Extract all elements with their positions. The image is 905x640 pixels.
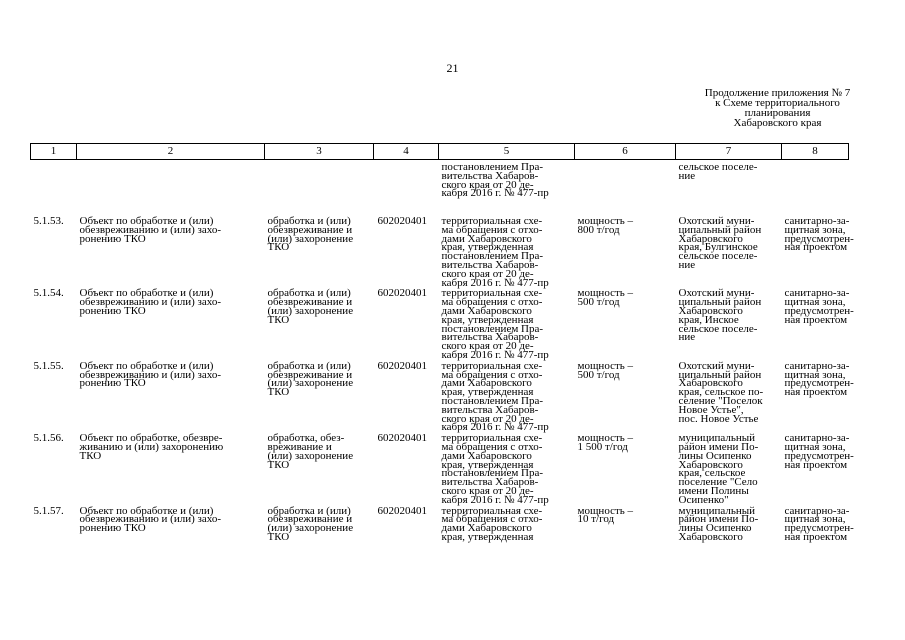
number-cell: 5.1.54. <box>33 287 64 300</box>
column-header: 1 <box>31 144 77 160</box>
cell-line: щитная зона, <box>784 368 846 381</box>
cell-line: края, утвержденная <box>441 386 534 399</box>
cell-line: Объект по обработке, обезвре- <box>79 432 223 445</box>
cell-line: обработка и (или) <box>267 215 351 227</box>
number-cell: 5.1.53. <box>33 215 64 227</box>
cell-line: постановлением Пра- <box>441 394 544 407</box>
cell-line: постановлением Пра- <box>441 161 544 173</box>
cell-line: лины Осипенко <box>678 449 752 462</box>
cell-line: обработка и (или) <box>267 359 351 372</box>
column-header: 3 <box>265 144 374 160</box>
cell-line: постановлением Пра- <box>441 250 544 263</box>
location-cell <box>676 287 782 359</box>
cell-line: кабря 2016 г. № 477-пр <box>441 276 549 289</box>
cell-line: ние <box>678 331 696 344</box>
cell-line: мощность – <box>577 287 634 300</box>
number-cell: 5.1.56. <box>33 432 64 445</box>
cell-line: 500 т/год <box>577 368 620 381</box>
cell-line: вительства Хабаров- <box>441 169 539 182</box>
cell-line: кабря 2016 г. № 477-пр <box>441 187 549 200</box>
cell-line: ронению ТКО <box>79 522 146 535</box>
cell-line: ТКО <box>267 386 290 399</box>
cell-line: Объект по обработке и (или) <box>79 504 214 517</box>
table-row <box>31 505 849 542</box>
cell-line: ронению ТКО <box>79 232 146 245</box>
cell-line: 10 т/год <box>577 513 615 526</box>
cell-line: вительства Хабаров- <box>441 331 539 344</box>
cell-line: ние <box>678 169 696 182</box>
cell-line: обезвреживание и <box>267 368 353 381</box>
column-header: 6 <box>575 144 676 160</box>
cell-line: кабря 2016 г. № 477-пр <box>441 421 549 434</box>
cell-line: Объект по обработке и (или) <box>79 287 214 300</box>
page-number: 21 <box>446 61 459 75</box>
number-cell: 5.1.55. <box>33 359 64 372</box>
location-cell <box>676 432 782 504</box>
cell-line: ского края от 20 де- <box>441 267 534 280</box>
cell-line: Хабаровского <box>678 377 743 390</box>
cell-line: дами Хабаровского <box>441 449 532 462</box>
cell-line: санитарно-за- <box>784 287 850 300</box>
cell-line: ная проектом <box>784 458 848 471</box>
cell-line: санитарно-за- <box>784 432 850 445</box>
cell-line: Охотский муни- <box>678 359 755 372</box>
cell-line: ципальный район <box>678 368 762 381</box>
cell-line: края, утвержденная <box>441 241 534 254</box>
cell-line: ма обращения с отхо- <box>441 440 543 453</box>
cell-line: поселение "Село <box>678 476 758 489</box>
cell-line: кабря 2016 г. № 477-пр <box>441 493 549 506</box>
cell-line: обработка и (или) <box>267 287 351 300</box>
cell-line: ронению ТКО <box>79 377 146 390</box>
document-cell <box>439 505 575 542</box>
cell-line: Новое Устье", <box>678 403 744 416</box>
cell-line: ского края от 20 де- <box>441 412 534 425</box>
capacity-cell <box>575 360 676 432</box>
name-cell <box>77 360 265 432</box>
table-row <box>31 432 849 504</box>
cell-line: сельское поселе- <box>678 161 758 173</box>
cell-line: предусмотрен- <box>784 449 854 462</box>
cell-line: постановлением Пра- <box>441 322 544 335</box>
cell-line: (или) захоронение <box>267 304 354 317</box>
cell-line: края, утвержденная <box>441 313 534 326</box>
cell-line: вреживание и <box>267 440 332 453</box>
cell-line: дами Хабаровского <box>441 304 532 317</box>
cell-line: предусмотрен- <box>784 377 854 390</box>
cell-line: сельское поселе- <box>678 322 758 335</box>
cell-line: ма обращения с отхо- <box>441 296 543 309</box>
capacity-cell <box>575 432 676 504</box>
cell-line: Хабаровского <box>678 304 743 317</box>
capacity-cell <box>575 505 676 542</box>
activity-cell <box>265 287 374 359</box>
cell-line: санитарно-за- <box>784 359 850 372</box>
cell-line: щитная зона, <box>784 513 846 526</box>
cell-line: Хабаровского <box>678 232 743 245</box>
cell-line: Осипенко" <box>678 493 729 506</box>
column-header: 7 <box>676 144 782 160</box>
objects-table <box>30 143 854 543</box>
zone-cell <box>782 432 854 504</box>
cell-line: Охотский муни- <box>678 287 755 300</box>
cell-line: территориальная схе- <box>441 432 543 445</box>
name-cell <box>77 287 265 359</box>
cell-line: ТКО <box>79 449 102 462</box>
cell-line: ского края от 20 де- <box>441 340 534 353</box>
cell-line: дами Хабаровского <box>441 377 532 390</box>
location-cell <box>676 360 782 432</box>
cell-line: предусмотрен- <box>784 304 854 317</box>
name-cell <box>77 215 265 287</box>
cell-line: вительства Хабаров- <box>441 476 539 489</box>
appendix-note-line: к Схеме территориального <box>715 97 840 109</box>
document-cell <box>439 287 575 359</box>
document-cell <box>439 432 575 504</box>
cell-line: Хабаровского <box>678 458 743 471</box>
cell-line: территориальная схе- <box>441 504 543 517</box>
cell-line: ние <box>678 258 696 271</box>
table-row-continued <box>31 160 849 216</box>
cell-line: края, Булгинское <box>678 241 758 254</box>
column-header: 5 <box>439 144 575 160</box>
location-cell <box>676 505 782 542</box>
cell-line: щитная зона, <box>784 223 846 236</box>
cell-line: (или) захоронение <box>267 522 354 535</box>
cell-line: ная проектом <box>784 313 848 326</box>
cell-line: живанию и (или) захоронению <box>79 440 224 453</box>
appendix-note <box>680 88 875 128</box>
cell-line: края, сельское по- <box>678 386 764 399</box>
cell-line: ципальный район <box>678 296 762 309</box>
column-header: 8 <box>782 144 849 160</box>
cell-line: края, утвержденная <box>441 458 534 471</box>
cell-line: Охотский муни- <box>678 215 755 227</box>
cell-line: обработка, обез- <box>267 432 345 445</box>
cell-line: ТКО <box>267 241 290 254</box>
cell-line: имени Полины <box>678 484 749 497</box>
cell-line: постановлением Пра- <box>441 467 544 480</box>
cell-line: вительства Хабаров- <box>441 403 539 416</box>
cell-line: территориальная схе- <box>441 215 543 227</box>
cell-line: муниципальный <box>678 432 756 445</box>
code-cell: 602020401 <box>377 215 427 227</box>
cell-line: обезвреживанию и (или) захо- <box>79 368 221 381</box>
cell-line: ТКО <box>267 530 290 543</box>
cell-line: ского края от 20 де- <box>441 178 534 191</box>
cell-line: (или) захоронение <box>267 449 354 462</box>
cell-line: предусмотрен- <box>784 232 854 245</box>
cell-line: края, Инское <box>678 313 739 326</box>
cell-line: ципальный район <box>678 223 762 236</box>
cell-line: мощность – <box>577 359 634 372</box>
cell-line: сельское поселе- <box>678 250 758 263</box>
cell-line: мощность – <box>577 432 634 445</box>
cell-line: предусмотрен- <box>784 522 854 535</box>
zone-cell <box>782 504 854 543</box>
cell-line: обезвреживание и <box>267 223 353 236</box>
code-cell: 602020401 <box>377 504 427 517</box>
document-cell <box>439 160 575 216</box>
column-header: 2 <box>77 144 265 160</box>
cell-line: ТКО <box>267 313 290 326</box>
cell-line: ского края от 20 де- <box>441 484 534 497</box>
code-cell: 602020401 <box>377 287 427 300</box>
cell-line: дами Хабаровского <box>441 232 532 245</box>
cell-line: края, утвержденная <box>441 530 534 543</box>
cell-line: дами Хабаровского <box>441 522 532 535</box>
cell-line: щитная зона, <box>784 296 846 309</box>
activity-cell <box>265 505 374 542</box>
cell-line: обезвреживанию и (или) захо- <box>79 513 221 526</box>
capacity-cell <box>575 215 676 287</box>
cell-line: территориальная схе- <box>441 359 543 372</box>
cell-line: ронению ТКО <box>79 304 146 317</box>
cell-line: обработка и (или) <box>267 504 351 517</box>
cell-line: 500 т/год <box>577 296 620 309</box>
document-cell <box>439 215 575 287</box>
cell-line: 800 т/год <box>577 223 620 236</box>
cell-line: обезвреживанию и (или) захо- <box>79 223 221 236</box>
code-cell: 602020401 <box>377 432 427 445</box>
activity-cell <box>265 432 374 504</box>
zone-cell <box>782 215 854 287</box>
cell-line: санитарно-за- <box>784 215 850 227</box>
name-cell <box>77 432 265 504</box>
cell-line: мощность – <box>577 215 634 227</box>
cell-line: обезвреживанию и (или) захо- <box>79 296 221 309</box>
table-header-row <box>31 144 849 160</box>
location-cell <box>676 215 782 287</box>
document-cell <box>439 360 575 432</box>
cell-line: ма обращения с отхо- <box>441 223 543 236</box>
appendix-note-line: Хабаровского края <box>733 117 822 129</box>
zone-cell <box>782 287 854 359</box>
table-row <box>31 287 849 359</box>
name-cell <box>77 505 265 542</box>
cell-line: Объект по обработке и (или) <box>79 359 214 372</box>
code-cell: 602020401 <box>377 359 427 372</box>
cell-line: ная проектом <box>784 386 848 399</box>
table-row <box>31 215 849 287</box>
cell-line: (или) захоронение <box>267 232 354 245</box>
capacity-cell <box>575 287 676 359</box>
cell-line: селение "Поселок <box>678 394 763 407</box>
cell-line: санитарно-за- <box>784 504 850 517</box>
cell-line: район имени По- <box>678 513 759 526</box>
cell-line: 1 500 т/год <box>577 440 628 453</box>
cell-line: (или) захоронение <box>267 377 354 390</box>
cell-line: вительства Хабаров- <box>441 258 539 271</box>
cell-line: территориальная схе- <box>441 287 543 300</box>
appendix-note-line: планирования <box>744 107 811 119</box>
cell-line: ная проектом <box>784 530 848 543</box>
cell-line: район имени По- <box>678 440 759 453</box>
activity-cell <box>265 360 374 432</box>
cell-line: Хабаровского <box>678 530 743 543</box>
cell-line: Объект по обработке и (или) <box>79 215 214 227</box>
location-cell <box>676 160 782 216</box>
cell-line: ма обращения с отхо- <box>441 368 543 381</box>
cell-line: обезвреживание и <box>267 513 353 526</box>
column-header: 4 <box>374 144 439 160</box>
activity-cell <box>265 215 374 287</box>
cell-line: муниципальный <box>678 504 756 517</box>
cell-line: кабря 2016 г. № 477-пр <box>441 348 549 361</box>
number-cell: 5.1.57. <box>33 504 64 517</box>
cell-line: пос. Новое Устье <box>678 412 759 425</box>
cell-line: лины Осипенко <box>678 522 752 535</box>
appendix-note-line: Продолжение приложения № 7 <box>704 87 851 99</box>
cell-line: щитная зона, <box>784 440 846 453</box>
cell-line: ТКО <box>267 458 290 471</box>
cell-line: ма обращения с отхо- <box>441 513 543 526</box>
cell-line: края, сельское <box>678 467 746 480</box>
zone-cell <box>782 359 854 432</box>
cell-line: ная проектом <box>784 241 848 254</box>
cell-line: обезвреживание и <box>267 296 353 309</box>
table-row <box>31 360 849 432</box>
cell-line: мощность – <box>577 504 634 517</box>
